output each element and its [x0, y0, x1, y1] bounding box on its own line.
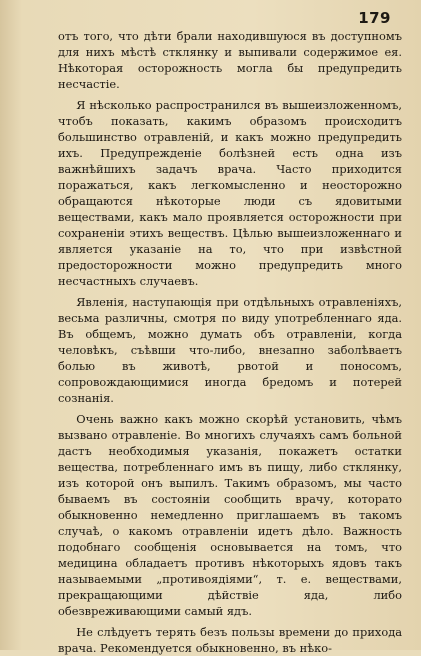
paragraph-2: Я нѣсколько распространился въ вышеизложенномъ, чтобъ показать, какимъ образомъ происходитъ большинство отравленій, и какъ можно предупредить ихъ. Предупрежденіе болѣзней есть одна изъ важнѣйшихъ задачъ врача. Часто приходится поражаться, какъ легкомысленно и неосторожно обращаются нѣкоторые люди съ ядовитыми веществами, какъ мало проявляется осторожности при сохраненіи этихъ веществъ. Цѣлью вышеизложеннаго и является указаніе на то, что при извѣстной предосторожности можно предупредить много несчастныхъ случаевъ. [58, 98, 402, 288]
body-text [58, 28, 402, 656]
page-number: 179 [358, 9, 391, 27]
paragraph-3: Явленія, наступающія при отдѣльныхъ отравленіяхъ, весьма различны, смотря по виду употребленнаго яда. Въ общемъ, можно думать объ отравленіи, когда человѣкъ, съѣвши что-либо, внезапно заболѣваетъ болью въ животѣ, рвотой и поносомъ, сопровождающимися иногда бредомъ и потерей сознанія. [58, 295, 402, 405]
paragraph-1: отъ того, что дѣти брали находившуюся въ доступномъ для нихъ мѣстѣ стклянку и выпивали содержимое ея. Нѣкоторая осторожность могла бы предупредить несчастіе. [58, 29, 402, 91]
paragraph-4: Очень важно какъ можно скорѣй установить, чѣмъ вызвано отравленіе. Во многихъ случаяхъ самъ больной дастъ необходимыя указанія, покажетъ остатки вещества, потребленнаго имъ въ пищу, либо стклянку, изъ которой онъ выпилъ. Такимъ образомъ, мы часто бываемъ въ состояніи сообщить врачу, которато обыкновенно немедленно приглашаемъ въ такомъ случаѣ, о какомъ отравленіи идетъ дѣло. Важность подобнаго сообщенія основывается на томъ, что медицина обладаетъ противъ нѣкоторыхъ ядовъ такъ называемыми „противоядіями“, т. е. веществами, прекращающими дѣйствіе яда, либо обезвреживающими самый ядъ. [58, 412, 402, 618]
paragraph-5: Не слѣдуетъ терять безъ пользы времени до прихода врача. Рекомендуется обыкновенно, въ нѣко- [58, 625, 402, 655]
